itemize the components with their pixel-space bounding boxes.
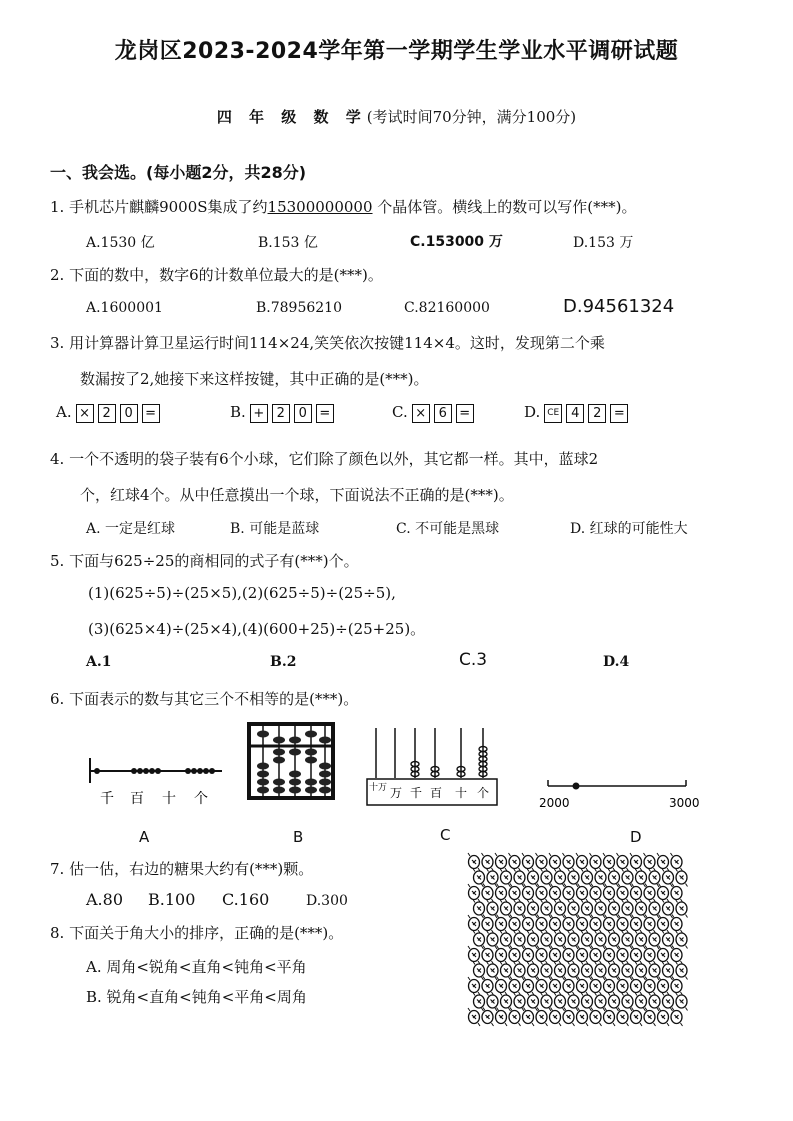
candy-icon — [649, 931, 661, 949]
candy-icon — [541, 869, 553, 887]
candy-icon — [622, 962, 634, 980]
candy-icon — [549, 977, 561, 995]
candy-icon — [487, 900, 499, 918]
candy-icon — [635, 931, 647, 949]
candy-icon — [644, 915, 656, 933]
candy-icon — [671, 853, 683, 871]
candy-icon — [595, 993, 607, 1011]
candy-icon — [563, 946, 575, 964]
candy-icon — [608, 962, 620, 980]
candy-icon — [644, 1008, 656, 1026]
place-label: 个 — [477, 786, 490, 800]
candy-icon — [468, 853, 480, 871]
candy-icon — [500, 931, 512, 949]
question-8: 8. 下面关于角大小的排序，正确的是(***)。 — [50, 924, 344, 942]
candy-icon — [495, 1008, 507, 1026]
candy-icon — [495, 946, 507, 964]
place-label: 个 — [194, 791, 208, 807]
candy-icon — [549, 915, 561, 933]
figure-c-counting-frame — [366, 726, 500, 808]
candy-icon — [676, 962, 688, 980]
question-4-line-1: 4. 一个不透明的袋子装有6个小球，它们除了颜色以外，其它都一样。其中，蓝球2 — [50, 450, 599, 468]
q1-option-b[interactable]: B.153 亿 — [258, 235, 318, 251]
candy-icon — [509, 946, 521, 964]
question-4-line-2: 个，红球4个。从中任意摸出一个球，下面说法不正确的是(***)。 — [80, 486, 514, 504]
candy-icon — [590, 853, 602, 871]
candy-icon — [671, 884, 683, 902]
candy-icon — [495, 977, 507, 995]
candy-icon — [527, 900, 539, 918]
candy-icon — [527, 962, 539, 980]
candy-icon — [644, 946, 656, 964]
candy-icon — [671, 915, 683, 933]
candy-icon — [657, 884, 669, 902]
candy-icon — [482, 1008, 494, 1026]
candy-icon — [576, 853, 588, 871]
candy-icon — [509, 977, 521, 995]
calc-key: 2 — [98, 404, 116, 423]
candy-icon — [657, 915, 669, 933]
q5-option-d[interactable]: D.4 — [603, 654, 630, 670]
candy-icon — [495, 915, 507, 933]
candy-icon — [536, 946, 548, 964]
candy-icon — [581, 931, 593, 949]
q1-option-c[interactable]: C.153000 万 — [410, 234, 503, 250]
figure-b-abacus — [247, 722, 337, 802]
candy-icon — [630, 884, 642, 902]
candy-icon — [536, 977, 548, 995]
candy-icon — [536, 884, 548, 902]
calc-key: = — [142, 404, 160, 423]
candy-icon — [657, 946, 669, 964]
question-2: 2. 下面的数中，数字6的计数单位最大的是(***)。 — [50, 266, 383, 284]
candy-icon — [500, 869, 512, 887]
candy-picture — [464, 852, 696, 1034]
figure-d-number-line — [538, 772, 708, 814]
calc-key: + — [250, 404, 268, 423]
q2-option-a[interactable]: A.1600001 — [86, 300, 163, 316]
candy-icon — [630, 915, 642, 933]
candy-icon — [617, 1008, 629, 1026]
candy-icon — [649, 993, 661, 1011]
question-5: 5. 下面与625÷25的商相同的式子有(***)个。 — [50, 552, 359, 570]
candy-icon — [617, 977, 629, 995]
candy-icon — [514, 900, 526, 918]
candy-icon — [522, 884, 534, 902]
place-label: 千 — [410, 786, 423, 800]
candy-icon — [603, 915, 615, 933]
q1-option-a[interactable]: A.1530 亿 — [86, 235, 155, 251]
candy-icon — [622, 931, 634, 949]
candy-icon — [644, 853, 656, 871]
candy-icon — [671, 977, 683, 995]
candy-icon — [576, 1008, 588, 1026]
candy-icon — [622, 900, 634, 918]
section-heading: 一、我会选。(每小题2分，共28分) — [50, 163, 307, 182]
candy-icon — [603, 946, 615, 964]
candy-icon — [603, 884, 615, 902]
candy-icon — [500, 962, 512, 980]
question-1 — [50, 196, 637, 217]
candy-icon — [482, 977, 494, 995]
candy-icon — [576, 977, 588, 995]
candy-icon — [549, 1008, 561, 1026]
figure-d-label: D — [630, 828, 642, 846]
tick-label: 2000 — [539, 796, 570, 810]
candy-icon — [509, 884, 521, 902]
candy-icon — [563, 884, 575, 902]
place-label: 百 — [130, 791, 144, 807]
candy-icon — [482, 915, 494, 933]
candy-icon — [563, 853, 575, 871]
candy-icon — [514, 869, 526, 887]
candy-icon — [608, 993, 620, 1011]
candy-icon — [536, 915, 548, 933]
candy-icon — [662, 962, 674, 980]
candy-icon — [649, 900, 661, 918]
place-label: 十 — [455, 786, 468, 800]
candy-icon — [590, 946, 602, 964]
candy-icon — [482, 853, 494, 871]
candy-icon — [541, 900, 553, 918]
candy-icon — [603, 977, 615, 995]
candy-icon — [630, 853, 642, 871]
q7-option-b[interactable]: B.100 — [148, 890, 196, 909]
candy-icon — [581, 869, 593, 887]
q7-option-a[interactable]: A.80 — [86, 890, 123, 909]
candy-icon — [514, 993, 526, 1011]
candy-icon — [509, 915, 521, 933]
exam-note: (考试时间70分钟，满分100分) — [366, 108, 577, 126]
question-6: 6. 下面表示的数与其它三个不相等的是(***)。 — [50, 690, 359, 708]
candy-icon — [676, 900, 688, 918]
candy-icon — [541, 962, 553, 980]
candy-icon — [473, 900, 485, 918]
figure-c-label: C — [440, 826, 451, 844]
candy-icon — [522, 1008, 534, 1026]
candy-icon — [473, 962, 485, 980]
candy-icon — [568, 869, 580, 887]
calc-key: 6 — [434, 404, 452, 423]
question-3-line-2: 数漏按了2,她接下来这样按键，其中正确的是(***)。 — [80, 370, 429, 388]
candy-icon — [649, 869, 661, 887]
q5-option-b[interactable]: B.2 — [270, 654, 297, 670]
candy-icon — [657, 977, 669, 995]
candy-icon — [581, 993, 593, 1011]
candy-icon — [568, 900, 580, 918]
q3-option-a[interactable]: A. × 2 0 = — [56, 403, 164, 423]
calc-key: 4 — [566, 404, 584, 423]
candy-icon — [468, 977, 480, 995]
candy-icon — [662, 900, 674, 918]
candy-icon — [568, 993, 580, 1011]
candy-icon — [576, 884, 588, 902]
candy-icon — [563, 915, 575, 933]
q3-option-c[interactable]: C. × 6 = — [392, 403, 478, 423]
question-3-line-1: 3. 用计算器计算卫星运行时间114×24,笑笑依次按键114×4。这时，发现第二个乘 — [50, 334, 605, 352]
candy-icon — [541, 931, 553, 949]
candy-icon — [630, 977, 642, 995]
q2-option-c[interactable]: C.82160000 — [404, 300, 490, 316]
candy-icon — [581, 900, 593, 918]
candy-icon — [617, 884, 629, 902]
candy-icon — [635, 869, 647, 887]
candy-icon — [522, 946, 534, 964]
candy-icon — [522, 977, 534, 995]
candy-icon — [649, 962, 661, 980]
candy-icon — [536, 853, 548, 871]
q7-option-c[interactable]: C.160 — [222, 890, 270, 909]
calc-key: CE — [544, 404, 562, 423]
q4-option-b[interactable]: B. 可能是蓝球 — [230, 521, 320, 537]
candy-icon — [473, 869, 485, 887]
q5-expression-line-2: (3)(625×4)÷(25×4),(4)(600+25)÷(25+25)。 — [88, 620, 426, 638]
candy-icon — [554, 931, 566, 949]
place-label: 十 — [162, 791, 176, 807]
candy-icon — [549, 946, 561, 964]
candy-icon — [473, 931, 485, 949]
q1-option-d[interactable]: D.153 万 — [573, 235, 634, 251]
candy-icon — [662, 869, 674, 887]
candy-icon — [482, 946, 494, 964]
candy-icon — [590, 977, 602, 995]
q3-option-b[interactable]: B. + 2 0 = — [230, 403, 338, 423]
candy-icon — [527, 993, 539, 1011]
calc-key: = — [456, 404, 474, 423]
q5-option-a[interactable]: A.1 — [86, 654, 112, 670]
calc-key: 2 — [588, 404, 606, 423]
candy-icon — [630, 946, 642, 964]
candy-icon — [671, 1008, 683, 1026]
q4-option-a[interactable]: A. 一定是红球 — [86, 521, 176, 537]
candy-icon — [603, 1008, 615, 1026]
q5-option-c[interactable]: C.3 — [459, 650, 488, 670]
candy-icon — [581, 962, 593, 980]
candy-icon — [563, 977, 575, 995]
candy-icon — [522, 915, 534, 933]
candy-icon — [676, 869, 688, 887]
q5-expression-line-1: (1)(625÷5)÷(25×5),(2)(625÷5)÷(25÷5), — [88, 584, 396, 602]
candy-icon — [495, 884, 507, 902]
candy-icon — [622, 869, 634, 887]
candy-icon — [468, 946, 480, 964]
candy-icon — [576, 946, 588, 964]
candy-icon — [487, 931, 499, 949]
candy-icon — [495, 853, 507, 871]
exam-subtitle — [0, 106, 793, 127]
candy-icon — [468, 884, 480, 902]
candy-icon — [487, 993, 499, 1011]
candy-icon — [676, 931, 688, 949]
candy-icon — [563, 1008, 575, 1026]
candy-icon — [644, 977, 656, 995]
candy-icon — [554, 900, 566, 918]
candy-icon — [617, 853, 629, 871]
calc-key: 0 — [294, 404, 312, 423]
calc-key: = — [610, 404, 628, 423]
q1-suffix: 个晶体管。横线上的数可以写作(***)。 — [372, 198, 637, 216]
place-label: 十万 — [369, 783, 388, 793]
place-label: 万 — [390, 786, 403, 800]
candy-icon — [603, 853, 615, 871]
candy-icon — [671, 946, 683, 964]
candy-icon — [595, 962, 607, 980]
candy-icon — [554, 869, 566, 887]
candy-icon — [527, 931, 539, 949]
q1-number: 15300000000 — [267, 198, 373, 216]
candy-icon — [487, 962, 499, 980]
candy-icon — [644, 884, 656, 902]
candy-icon — [554, 993, 566, 1011]
candy-icon — [595, 869, 607, 887]
candy-icon — [527, 869, 539, 887]
candy-icon — [608, 900, 620, 918]
candy-icon — [590, 915, 602, 933]
candy-icon — [473, 993, 485, 1011]
calc-key: 0 — [120, 404, 138, 423]
q2-option-d[interactable]: D.94561324 — [563, 296, 675, 317]
candy-icon — [590, 884, 602, 902]
calc-key: × — [76, 404, 94, 423]
page-title: 龙岗区2023-2024学年第一学期学生学业水平调研试题 — [114, 39, 679, 64]
q8-option-a[interactable]: A. 周角<锐角<直角<钝角<平角 — [86, 958, 307, 976]
q1-prefix: 1. 手机芯片麒麟9000S集成了约 — [50, 198, 268, 216]
candy-icon — [662, 993, 674, 1011]
candy-icon — [617, 946, 629, 964]
candy-icon — [468, 915, 480, 933]
candy-icon — [657, 853, 669, 871]
subject-label: 四 年 级 数 学 — [216, 108, 367, 126]
candy-icon — [595, 931, 607, 949]
q7-option-d[interactable]: D.300 — [306, 893, 348, 909]
candy-icon — [590, 1008, 602, 1026]
candy-icon — [549, 853, 561, 871]
calc-key: × — [412, 404, 430, 423]
candy-icon — [536, 1008, 548, 1026]
candy-icon — [662, 931, 674, 949]
candy-icon — [568, 931, 580, 949]
candy-icon — [522, 853, 534, 871]
candy-icon — [608, 869, 620, 887]
candy-icon — [482, 884, 494, 902]
q8-option-b[interactable]: B. 锐角<直角<钝角<平角<周角 — [86, 988, 307, 1006]
candy-icon — [595, 900, 607, 918]
candy-icon — [676, 993, 688, 1011]
q4-option-d[interactable]: D. 红球的可能性大 — [570, 521, 688, 537]
candy-icon — [468, 1008, 480, 1026]
q2-option-b[interactable]: B.78956210 — [256, 300, 342, 316]
place-label: 千 — [100, 791, 114, 807]
candy-icon — [487, 869, 499, 887]
candy-icon — [657, 1008, 669, 1026]
candy-icon — [617, 915, 629, 933]
figure-b-label: B — [293, 828, 304, 846]
candy-icon — [635, 993, 647, 1011]
candy-icon — [500, 993, 512, 1011]
candy-icon — [509, 853, 521, 871]
candy-icon — [509, 1008, 521, 1026]
question-7: 7. 估一估，右边的糖果大约有(***)颗。 — [50, 860, 314, 878]
figure-a-label: A — [139, 828, 150, 846]
candy-icon — [514, 931, 526, 949]
candy-icon — [635, 900, 647, 918]
place-label: 百 — [430, 786, 443, 800]
tick-label: 3000 — [669, 796, 700, 810]
candy-icon — [608, 931, 620, 949]
figure-a-counter — [82, 755, 227, 810]
candy-icon — [549, 884, 561, 902]
candy-icon — [541, 993, 553, 1011]
q4-option-c[interactable]: C. 不可能是黑球 — [396, 521, 500, 537]
candy-icon — [514, 962, 526, 980]
candy-icon — [500, 900, 512, 918]
candy-icon — [554, 962, 566, 980]
candy-icon — [576, 915, 588, 933]
candy-icon — [622, 993, 634, 1011]
candy-icon — [630, 1008, 642, 1026]
calc-key: 2 — [272, 404, 290, 423]
candy-icon — [635, 962, 647, 980]
q3-option-d[interactable]: D. CE 4 2 = — [524, 403, 632, 423]
candy-icon — [568, 962, 580, 980]
calc-key: = — [316, 404, 334, 423]
